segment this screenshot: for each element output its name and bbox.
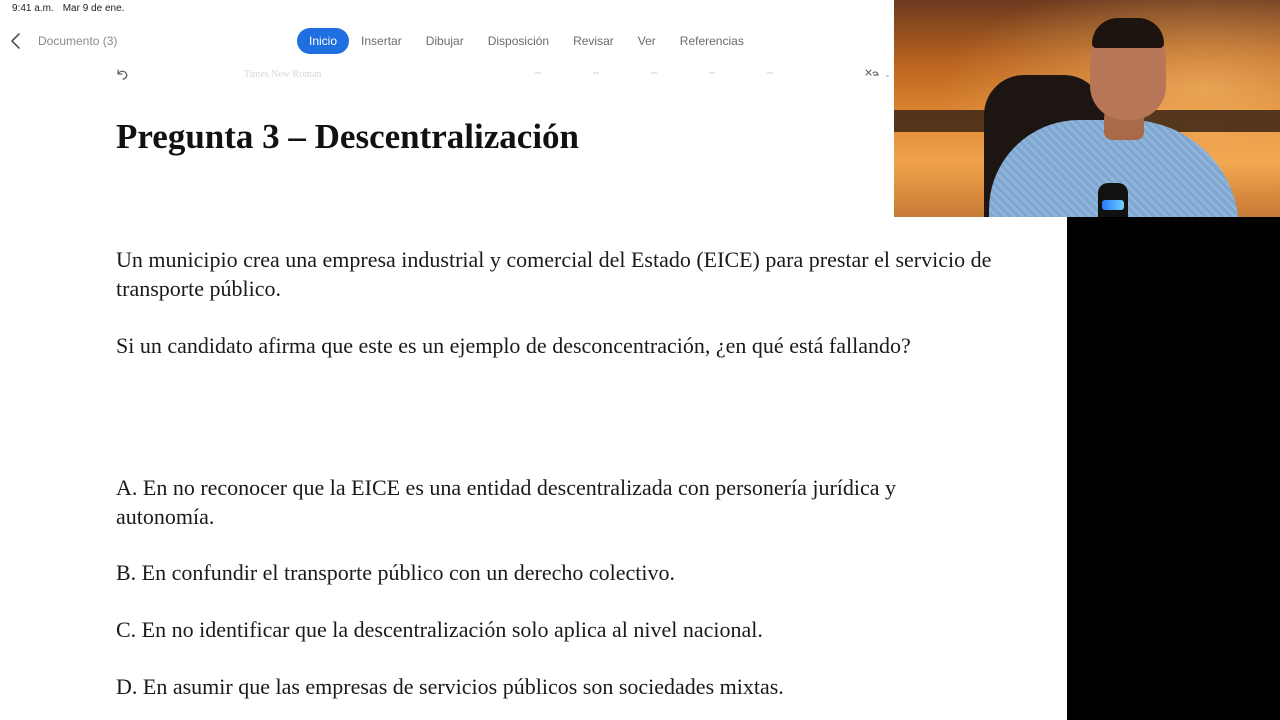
status-time: 9:41 a.m. xyxy=(12,3,54,14)
question-paragraph: Un municipio crea una empresa industrial y comercial del Estado (EICE) para prestar el servicio de transporte público. xyxy=(116,247,992,301)
question-paragraph: Si un candidato afirma que este es un ejemplo de desconcentración, ¿en qué está fallando? xyxy=(116,333,911,358)
format-painter-icon[interactable] xyxy=(864,67,880,81)
answer-option-c: C. En no identificar que la descentralización solo aplica al nivel nacional. xyxy=(116,617,763,642)
chevron-left-icon[interactable] xyxy=(8,31,24,51)
status-date: Mar 9 de ene. xyxy=(62,3,125,14)
tool-placeholder[interactable] xyxy=(709,72,715,74)
ribbon-tabs xyxy=(297,28,756,54)
chevron-down-icon[interactable]: ⌄ xyxy=(884,70,891,79)
webcam-person-hair xyxy=(1092,18,1164,48)
formatting-tools xyxy=(535,72,773,74)
answer-option-d: D. En asumir que las empresas de servicios públicos son sociedades mixtas. xyxy=(116,674,784,699)
font-name-selector[interactable]: Times New Roman xyxy=(244,69,322,80)
tab-insertar[interactable]: Insertar xyxy=(361,34,402,48)
webcam-video xyxy=(894,0,1280,217)
tool-placeholder[interactable] xyxy=(651,72,657,74)
tab-revisar[interactable]: Revisar xyxy=(573,34,614,48)
microphone-light xyxy=(1102,200,1124,210)
undo-icon[interactable] xyxy=(114,66,130,82)
tab-disposicion[interactable]: Disposición xyxy=(487,34,550,48)
tool-placeholder[interactable] xyxy=(767,72,773,74)
black-panel xyxy=(1067,216,1280,720)
tab-inicio[interactable]: Inicio xyxy=(297,28,349,54)
answer-option-b: B. En confundir el transporte público con un derecho colectivo. xyxy=(116,560,675,585)
document-title[interactable]: Documento (3) xyxy=(38,34,118,48)
status-bar xyxy=(12,3,124,14)
tab-ver[interactable]: Ver xyxy=(637,34,656,48)
tab-dibujar[interactable]: Dibujar xyxy=(425,34,464,48)
tool-placeholder[interactable] xyxy=(593,72,599,74)
tab-referencias[interactable]: Referencias xyxy=(679,34,744,48)
tool-placeholder[interactable] xyxy=(535,72,541,74)
question-heading: Pregunta 3 – Descentralización xyxy=(116,117,580,156)
answer-option-a: A. En no reconocer que la EICE es una entidad descentralizada con personería jurídica y autonomía. xyxy=(116,475,897,529)
